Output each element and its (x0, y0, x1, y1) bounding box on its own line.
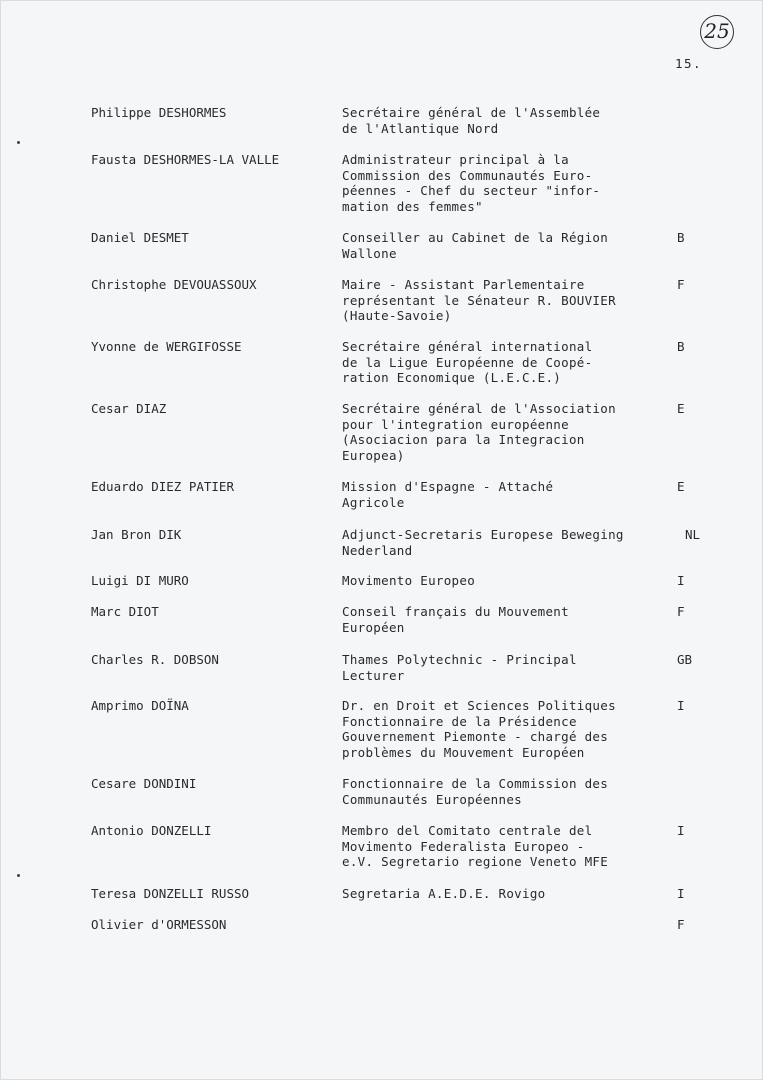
folio-circle-mark: 25 (700, 15, 734, 49)
participant-name: Marc DIOT (91, 604, 159, 619)
participant-role: Dr. en Droit et Sciences Politiques Fonctionnaire de la Présidence Gouvernement Piemonte - chargé des problèmes du Mouvement Européen (342, 698, 616, 760)
participant-name: Teresa DONZELLI RUSSO (91, 886, 250, 901)
participant-name: Daniel DESMET (91, 230, 189, 245)
participant-role: Fonctionnaire de la Commission des Communautés Européennes (342, 776, 609, 807)
participant-name: Cesar DIAZ (91, 401, 167, 416)
participant-role: Secrétaire général international de la Ligue Européenne de Coopé- ration Economique (L.E.C.E.) (342, 339, 593, 385)
participant-role: Conseil français du Mouvement Européen (342, 604, 569, 635)
participant-name: Philippe DESHORMES (91, 105, 227, 120)
country-code: F (677, 277, 685, 292)
participant-name: Antonio DONZELLI (91, 823, 212, 838)
participant-role: Movimento Europeo (342, 573, 476, 588)
country-code: NL (685, 527, 701, 542)
country-code: E (677, 479, 685, 494)
participant-name: Charles R. DOBSON (91, 652, 219, 667)
participant-role: Administrateur principal à la Commission des Communautés Euro- péennes - Chef du secteur "infor- mation des femmes" (342, 152, 601, 214)
participant-role: Mission d'Espagne - Attaché Agricole (342, 479, 554, 510)
participant-name: Amprimo DOÏNA (91, 698, 189, 713)
participant-role: Conseiller au Cabinet de la Région Wallone (342, 230, 609, 261)
participant-name: Cesare DONDINI (91, 776, 197, 791)
country-code: F (677, 917, 685, 932)
participant-role: Membro del Comitato centrale del Movimento Federalista Europeo - e.V. Segretario regione Veneto MFE (342, 823, 609, 869)
participant-name: Jan Bron DIK (91, 527, 182, 542)
country-code: I (677, 698, 685, 713)
margin-speck (17, 141, 20, 144)
participant-name: Eduardo DIEZ PATIER (91, 479, 234, 494)
participant-role: Segretaria A.E.D.E. Rovigo (342, 886, 546, 901)
participant-name: Olivier d'ORMESSON (91, 917, 227, 932)
country-code: B (677, 230, 685, 245)
participant-role: Thames Polytechnic - Principal Lecturer (342, 652, 577, 683)
participant-role: Maire - Assistant Parlementaire représentant le Sénateur R. BOUVIER (Haute-Savoie) (342, 277, 616, 323)
participant-role: Secrétaire général de l'Association pour l'integration européenne (Asociacion para la Integracion Europea) (342, 401, 616, 463)
country-code: B (677, 339, 685, 354)
country-code: F (677, 604, 685, 619)
country-code: I (677, 573, 685, 588)
page-number: 15. (675, 56, 703, 71)
participant-name: Christophe DEVOUASSOUX (91, 277, 257, 292)
margin-speck (17, 874, 20, 877)
country-code: E (677, 401, 685, 416)
country-code: I (677, 823, 685, 838)
participant-name: Luigi DI MURO (91, 573, 189, 588)
participant-role: Adjunct-Secretaris Europese Beweging Nederland (342, 527, 624, 558)
participant-name: Fausta DESHORMES-LA VALLE (91, 152, 280, 167)
country-code: GB (677, 652, 693, 667)
participant-name: Yvonne de WERGIFOSSE (91, 339, 242, 354)
country-code: I (677, 886, 685, 901)
participant-role: Secrétaire général de l'Assemblée de l'Atlantique Nord (342, 105, 601, 136)
